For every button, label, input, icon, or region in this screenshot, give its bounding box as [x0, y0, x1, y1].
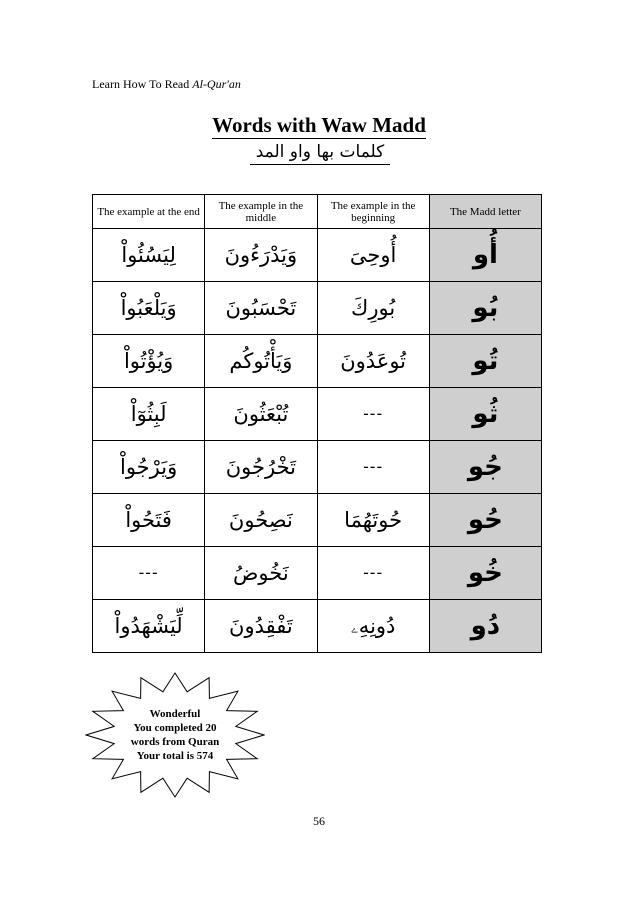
word-beginning: حُوتَهُمَا: [317, 494, 429, 547]
word-end: وَيَرْجُواْ: [93, 441, 205, 494]
madd-letter: ثُو: [429, 388, 541, 441]
badge-message: [85, 672, 265, 798]
word-beginning: تُوعَدُونَ: [317, 335, 429, 388]
word-end: لَبِثُوٓاْ: [93, 388, 205, 441]
word-end: وَيَلْعَبُواْ: [93, 282, 205, 335]
header-beginning: The example in the beginning: [317, 195, 429, 229]
page-subtitle-arabic: كلمات بها واو المد: [250, 142, 390, 165]
word-end: لِيَسُئُواْ: [93, 229, 205, 282]
word-middle: وَيَأْتُوكُم: [205, 335, 317, 388]
page-title: [0, 113, 638, 138]
madd-letter: تُو: [429, 335, 541, 388]
word-middle: وَيَدْرَءُونَ: [205, 229, 317, 282]
badge-line-3: words from Quran: [130, 736, 220, 748]
word-end: وَيُؤْتُواْ: [93, 335, 205, 388]
badge-line-4: Your total is 574: [136, 750, 214, 762]
table-row: [93, 388, 542, 441]
badge-line-2: You completed 20: [133, 722, 217, 734]
word-beginning: أُوحِىَ: [317, 229, 429, 282]
word-end: لِّيَشْهَدُواْ: [93, 600, 205, 653]
madd-letter: جُو: [429, 441, 541, 494]
word-beginning: ---: [317, 441, 429, 494]
progress-badge: [85, 672, 265, 798]
madd-letter: بُو: [429, 282, 541, 335]
word-beginning: ---: [317, 547, 429, 600]
word-end: ---: [93, 547, 205, 600]
word-middle: نَخُوضُ: [205, 547, 317, 600]
badge-line-1: Wonderful: [149, 708, 201, 720]
page-number: 56: [313, 814, 325, 828]
table-row: [93, 335, 542, 388]
word-beginning: دُونِهِۦ: [317, 600, 429, 653]
madd-letter: أُو: [429, 229, 541, 282]
word-middle: نَصِحُونَ: [205, 494, 317, 547]
table-header-row: [93, 195, 542, 229]
table-row: [93, 441, 542, 494]
word-end: فَتَحُواْ: [93, 494, 205, 547]
page-title-text: Words with Waw Madd: [212, 113, 426, 137]
table-row: [93, 494, 542, 547]
word-middle: تَخْرُجُونَ: [205, 441, 317, 494]
header-prefix: Learn How To Read: [92, 77, 193, 91]
word-beginning: بُورِكَ: [317, 282, 429, 335]
madd-letter: خُو: [429, 547, 541, 600]
table-row: [93, 600, 542, 653]
running-header: [92, 77, 241, 92]
waw-madd-table: [92, 194, 542, 653]
table-row: [93, 547, 542, 600]
word-beginning: ---: [317, 388, 429, 441]
header-middle: The example in the middle: [205, 195, 317, 229]
word-middle: تَحْسَبُونَ: [205, 282, 317, 335]
word-middle: تُبْعَثُونَ: [205, 388, 317, 441]
madd-letter: حُو: [429, 494, 541, 547]
header-end: The example at the end: [93, 195, 205, 229]
table-row: [93, 282, 542, 335]
header-madd-letter: The Madd letter: [429, 195, 541, 229]
header-book-title: Al-Qur'an: [192, 77, 241, 91]
madd-letter: دُو: [429, 600, 541, 653]
word-middle: تَفْقِدُونَ: [205, 600, 317, 653]
table-row: [93, 229, 542, 282]
